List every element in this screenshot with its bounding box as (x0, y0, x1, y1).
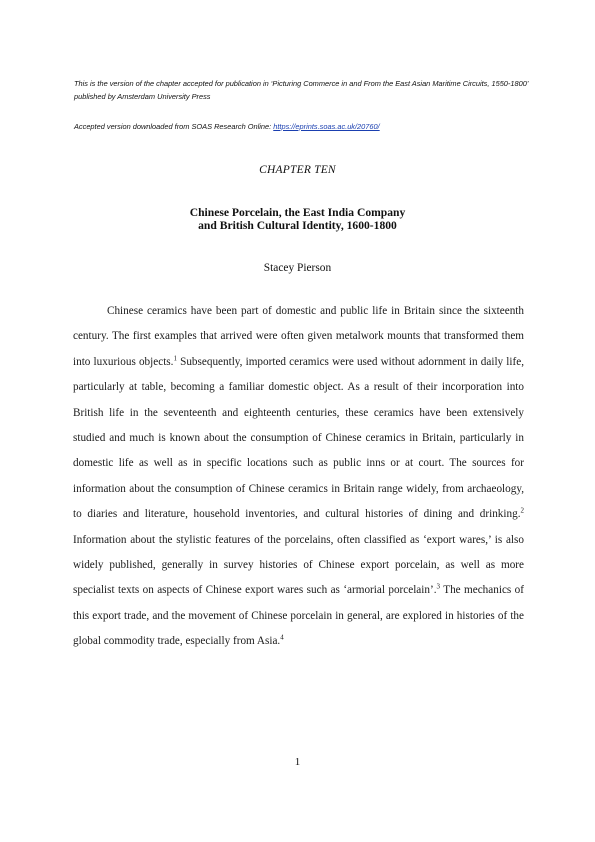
footnote-ref-3[interactable]: 3 (436, 582, 441, 591)
paragraph-sentence-2: Subsequently, imported ceramics were used without adornment in daily life, particularly at table, becoming a familiar domestic object. As a result of their incorporation into British life in the seventeenth and eighteenth centuries, these ceramics have been extensively studied and much is known about the consumption of Chinese ceramics in Britain, particularly in domestic life as well as in specific locations such as public inns or at court. The sources for information about the consumption of Chinese ceramics in Britain range widely, from archaeology, to diaries and literature, household inventories, and cultural histories of dining and drinking. (73, 355, 525, 521)
publication-notice (74, 77, 534, 103)
download-notice (74, 120, 534, 133)
body-paragraph (73, 299, 524, 655)
repository-link[interactable]: https://eprints.soas.ac.uk/20760/ (273, 122, 380, 131)
page-number: 1 (294, 756, 301, 768)
author-name: Stacey Pierson (263, 262, 332, 274)
footnote-ref-1[interactable]: 1 (173, 354, 177, 363)
footnote-ref-2[interactable]: 2 (520, 506, 524, 515)
download-notice-text: Accepted version downloaded from SOAS Research Online: (74, 122, 274, 131)
publication-notice-text: This is the version of the chapter accepted for publication in ‘Picturing Commerce in and From the East Asian Maritime Circuits, 1550-1800’ published by Amsterdam University Press (74, 79, 529, 101)
paragraph-sentence-4: The mechanics of this export trade, and the movement of Chinese porcelain in general, are explored in histories of the global commodity trade, especially from Asia. (73, 584, 525, 648)
paragraph-sentence-1: Chinese ceramics have been part of domestic and public life in Britain since the sixteenth century. The first examples that arrived were often given metalwork mounts that transformed them into luxurious objects. (73, 305, 524, 368)
chapter-title-line-1: Chinese Porcelain, the East India Company (189, 206, 406, 219)
chapter-title (0, 206, 595, 232)
chapter-title-line-2: and British Cultural Identity, 1600-1800 (198, 219, 397, 232)
paragraph-sentence-3: Information about the stylistic features of the porcelains, often classified as ‘export wares,’ is also widely published, generally in survey histories of Chinese export porcelain, as well as more specialist texts on aspects of Chinese export wares such as ‘armorial porcelain’. (73, 533, 524, 597)
footnote-ref-4[interactable]: 4 (280, 633, 284, 642)
chapter-label: CHAPTER TEN (259, 164, 336, 176)
